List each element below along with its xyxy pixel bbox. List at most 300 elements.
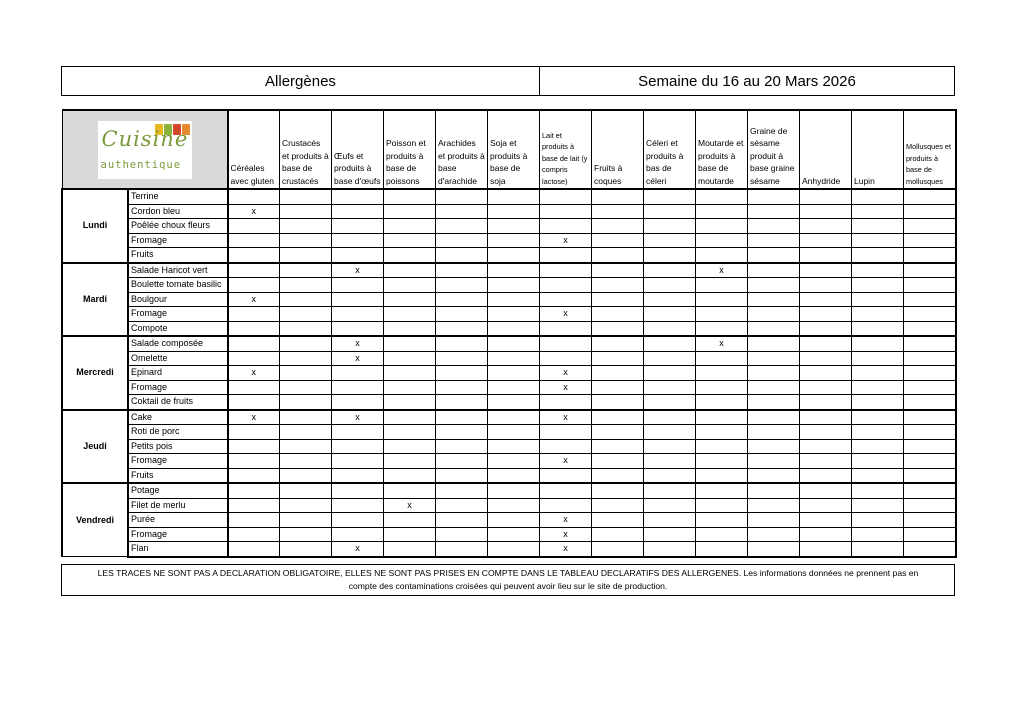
allergen-cell — [644, 483, 696, 498]
dish-name: Coktail de fruits — [128, 395, 228, 410]
allergen-cell — [904, 380, 956, 395]
allergen-cell — [800, 513, 852, 528]
column-header: Soja et produits à base de soja — [488, 110, 540, 189]
allergen-cell — [384, 219, 436, 234]
allergen-cell — [592, 351, 644, 366]
allergen-cell — [228, 263, 280, 278]
allergen-cell — [696, 542, 748, 557]
allergen-cell — [644, 425, 696, 440]
day-label: Mardi — [62, 263, 128, 337]
allergen-cell — [852, 219, 904, 234]
allergen-cell — [488, 468, 540, 483]
allergen-cell — [592, 527, 644, 542]
allergen-cell: x — [540, 410, 592, 425]
allergen-cell — [696, 425, 748, 440]
allergen-cell — [332, 189, 384, 204]
dish-name: Filet de merlu — [128, 498, 228, 513]
allergen-cell — [748, 219, 800, 234]
table-row — [62, 527, 956, 542]
allergen-cell: x — [228, 366, 280, 381]
dish-name: Salade composée — [128, 336, 228, 351]
allergen-cell — [748, 233, 800, 248]
allergen-cell — [748, 498, 800, 513]
table-row — [62, 307, 956, 322]
allergen-cell — [228, 189, 280, 204]
allergen-cell — [748, 189, 800, 204]
allergen-cell — [904, 189, 956, 204]
column-header: Œufs et produits à base d'œufs — [332, 110, 384, 189]
allergen-cell — [384, 307, 436, 322]
column-header: Moutarde et produits à base de moutarde — [696, 110, 748, 189]
dish-name: Fromage — [128, 307, 228, 322]
allergen-cell — [488, 395, 540, 410]
allergen-cell — [644, 542, 696, 557]
table-row — [62, 454, 956, 469]
allergen-cell — [592, 498, 644, 513]
allergen-cell — [644, 321, 696, 336]
column-header: Poisson et produits à base de poissons — [384, 110, 436, 189]
allergen-cell — [228, 542, 280, 557]
allergen-cell — [384, 278, 436, 293]
dish-name: Omelette — [128, 351, 228, 366]
allergen-cell — [384, 483, 436, 498]
allergen-cell — [592, 439, 644, 454]
allergen-cell — [852, 454, 904, 469]
allergen-cell — [384, 248, 436, 263]
allergen-cell — [228, 380, 280, 395]
allergen-cell — [332, 233, 384, 248]
allergen-cell — [748, 483, 800, 498]
allergen-cell: x — [228, 204, 280, 219]
allergen-cell — [540, 439, 592, 454]
allergen-cell — [592, 454, 644, 469]
allergen-cell — [332, 454, 384, 469]
dish-name: Epinard — [128, 366, 228, 381]
allergen-cell — [696, 513, 748, 528]
allergen-cell — [748, 454, 800, 469]
allergen-cell — [852, 336, 904, 351]
allergen-cell — [904, 513, 956, 528]
allergen-cell — [748, 439, 800, 454]
allergen-cell — [904, 351, 956, 366]
allergen-cell — [280, 292, 332, 307]
allergen-cell — [800, 425, 852, 440]
allergen-cell — [904, 263, 956, 278]
allergen-cell — [488, 542, 540, 557]
allergen-cell — [800, 468, 852, 483]
allergen-cell — [644, 527, 696, 542]
allergen-cell — [228, 233, 280, 248]
allergen-cell — [436, 321, 488, 336]
allergen-cell — [904, 527, 956, 542]
allergen-cell — [800, 321, 852, 336]
allergen-cell: x — [540, 366, 592, 381]
allergen-cell — [332, 366, 384, 381]
allergen-cell — [852, 278, 904, 293]
allergen-cell — [904, 410, 956, 425]
allergen-cell — [696, 468, 748, 483]
allergen-cell — [280, 307, 332, 322]
allergen-cell — [280, 278, 332, 293]
allergen-cell — [904, 233, 956, 248]
allergen-cell — [800, 542, 852, 557]
allergen-cell — [280, 248, 332, 263]
allergen-cell — [904, 204, 956, 219]
dish-name: Purée — [128, 513, 228, 528]
disclaimer-line-1: LES TRACES NE SONT PAS A DECLARATION OBLIGATOIRE, ELLES NE SONT PAS PRISES EN COMPTE DANS LE TABLEAU DECLARATIFS DES ALLERGENES. Les informations données ne prennent pas en — [97, 568, 919, 578]
allergen-cell — [384, 189, 436, 204]
allergen-cell — [384, 204, 436, 219]
table-row — [62, 189, 956, 204]
allergen-cell — [904, 542, 956, 557]
allergen-cell — [800, 233, 852, 248]
allergen-cell — [696, 189, 748, 204]
allergen-cell — [852, 307, 904, 322]
allergen-cell — [644, 307, 696, 322]
allergen-cell — [592, 513, 644, 528]
allergen-cell — [384, 292, 436, 307]
allergen-cell — [332, 292, 384, 307]
allergen-cell — [436, 189, 488, 204]
allergen-cell — [644, 410, 696, 425]
allergen-cell — [488, 233, 540, 248]
allergen-cell — [332, 307, 384, 322]
allergen-cell — [488, 351, 540, 366]
dish-name: Poêlée choux fleurs — [128, 219, 228, 234]
allergen-cell — [696, 483, 748, 498]
allergen-cell — [852, 439, 904, 454]
allergen-cell — [436, 468, 488, 483]
column-header: Céleri et produits à bas de céleri — [644, 110, 696, 189]
table-row — [62, 410, 956, 425]
allergen-cell — [904, 219, 956, 234]
table-row — [62, 219, 956, 234]
allergen-cell — [488, 321, 540, 336]
allergen-cell — [748, 321, 800, 336]
allergen-cell: x — [332, 351, 384, 366]
allergen-cell — [696, 395, 748, 410]
table-row — [62, 233, 956, 248]
allergen-cell — [644, 278, 696, 293]
allergen-cell — [332, 483, 384, 498]
allergen-cell — [852, 483, 904, 498]
allergen-cell — [280, 498, 332, 513]
table-row — [62, 321, 956, 336]
allergen-cell — [592, 336, 644, 351]
allergen-cell — [488, 483, 540, 498]
allergen-cell: x — [384, 498, 436, 513]
allergen-cell — [800, 336, 852, 351]
allergen-cell — [436, 307, 488, 322]
allergen-cell — [852, 233, 904, 248]
dish-name: Flan — [128, 542, 228, 557]
allergen-cell — [488, 219, 540, 234]
logo-sub-text: authentique — [100, 158, 182, 171]
allergen-cell — [436, 425, 488, 440]
allergen-cell — [592, 263, 644, 278]
allergen-cell — [644, 189, 696, 204]
dish-name: Salade Haricot vert — [128, 263, 228, 278]
allergen-cell — [748, 307, 800, 322]
allergen-cell — [800, 498, 852, 513]
allergen-cell — [800, 483, 852, 498]
column-header: Crustacés et produits à base de crustacés — [280, 110, 332, 189]
table-row — [62, 380, 956, 395]
allergen-cell — [280, 527, 332, 542]
allergen-cell — [592, 307, 644, 322]
allergen-cell — [644, 263, 696, 278]
dish-name: Boulgour — [128, 292, 228, 307]
dish-name: Cake — [128, 410, 228, 425]
logo-cell — [62, 110, 228, 189]
column-header: Graine de sésame produit à base graine sésame — [748, 110, 800, 189]
allergen-cell — [748, 410, 800, 425]
dish-name: Roti de porc — [128, 425, 228, 440]
allergen-cell — [332, 278, 384, 293]
allergen-cell — [696, 351, 748, 366]
allergen-cell — [436, 483, 488, 498]
table-row — [62, 366, 956, 381]
allergen-cell — [540, 248, 592, 263]
allergen-cell — [696, 204, 748, 219]
allergen-cell — [592, 425, 644, 440]
allergen-cell — [488, 454, 540, 469]
allergen-cell — [488, 366, 540, 381]
allergen-cell — [280, 321, 332, 336]
table-row — [62, 425, 956, 440]
allergen-cell — [280, 410, 332, 425]
allergen-cell — [332, 321, 384, 336]
allergen-cell — [800, 204, 852, 219]
allergen-cell — [904, 366, 956, 381]
allergen-cell — [904, 468, 956, 483]
allergen-cell — [904, 395, 956, 410]
allergen-cell — [436, 336, 488, 351]
allergen-cell — [384, 454, 436, 469]
allergen-cell — [748, 292, 800, 307]
dish-name: Fromage — [128, 527, 228, 542]
logo-script-text: Cuisine — [101, 126, 189, 151]
allergen-cell — [800, 219, 852, 234]
allergen-cell: x — [540, 233, 592, 248]
allergen-cell: x — [332, 542, 384, 557]
allergen-cell — [332, 439, 384, 454]
allergen-cell — [800, 395, 852, 410]
allergen-cell — [540, 483, 592, 498]
allergen-cell — [332, 527, 384, 542]
allergen-cell: x — [540, 527, 592, 542]
allergen-cell — [332, 395, 384, 410]
allergen-cell — [800, 366, 852, 381]
allergen-cell — [800, 454, 852, 469]
dish-name: Fromage — [128, 233, 228, 248]
allergen-cell — [852, 498, 904, 513]
allergen-cell — [384, 263, 436, 278]
allergen-cell — [748, 468, 800, 483]
dish-name: Potage — [128, 483, 228, 498]
allergen-cell — [228, 278, 280, 293]
allergen-cell — [228, 425, 280, 440]
allergen-cell — [540, 204, 592, 219]
allergen-cell — [228, 439, 280, 454]
allergen-cell — [228, 336, 280, 351]
allergen-cell — [436, 263, 488, 278]
allergen-cell — [800, 292, 852, 307]
allergen-cell — [436, 498, 488, 513]
allergen-cell: x — [332, 410, 384, 425]
allergen-cell — [592, 233, 644, 248]
allergen-cell — [592, 366, 644, 381]
allergen-cell — [540, 219, 592, 234]
allergen-cell — [384, 527, 436, 542]
allergen-cell — [280, 439, 332, 454]
dish-name: Cordon bleu — [128, 204, 228, 219]
allergen-cell — [540, 395, 592, 410]
allergen-cell — [748, 278, 800, 293]
column-header: Lait et produits à base de lait (y compris lactose) — [540, 110, 592, 189]
allergen-cell — [800, 527, 852, 542]
allergen-cell — [280, 513, 332, 528]
allergen-cell — [332, 468, 384, 483]
allergen-cell — [228, 351, 280, 366]
allergen-cell — [540, 425, 592, 440]
allergen-cell — [748, 395, 800, 410]
table-row — [62, 278, 956, 293]
dish-name: Terrine — [128, 189, 228, 204]
allergen-cell — [852, 366, 904, 381]
table-row — [62, 248, 956, 263]
allergen-cell — [852, 513, 904, 528]
allergen-cell — [228, 513, 280, 528]
allergen-cell — [228, 483, 280, 498]
allergen-cell — [488, 189, 540, 204]
allergens-title: Allergènes — [62, 67, 540, 95]
allergen-cell — [852, 425, 904, 440]
allergen-cell — [904, 321, 956, 336]
column-header: Anhydride — [800, 110, 852, 189]
allergen-cell — [852, 351, 904, 366]
allergen-cell — [696, 307, 748, 322]
allergen-cell — [800, 263, 852, 278]
allergen-cell — [644, 513, 696, 528]
allergen-cell — [488, 425, 540, 440]
allergen-cell — [644, 498, 696, 513]
allergen-cell — [852, 263, 904, 278]
allergen-cell — [540, 321, 592, 336]
dish-name: Compote — [128, 321, 228, 336]
table-row — [62, 439, 956, 454]
allergen-cell — [904, 439, 956, 454]
table-row — [62, 513, 956, 528]
allergen-cell — [852, 321, 904, 336]
allergen-cell — [800, 307, 852, 322]
allergen-cell — [644, 395, 696, 410]
dish-name: Fromage — [128, 380, 228, 395]
allergen-cell — [488, 439, 540, 454]
allergen-cell — [488, 278, 540, 293]
allergen-cell — [696, 454, 748, 469]
table-row — [62, 542, 956, 557]
allergen-cell — [436, 366, 488, 381]
allergen-cell — [228, 527, 280, 542]
table-header-row — [62, 110, 956, 189]
allergen-cell — [384, 336, 436, 351]
allergen-cell — [904, 425, 956, 440]
allergen-cell — [436, 219, 488, 234]
table-row — [62, 395, 956, 410]
allergen-cell — [904, 498, 956, 513]
allergen-table — [61, 109, 957, 558]
allergen-cell — [592, 278, 644, 293]
allergen-cell — [852, 410, 904, 425]
allergen-cell — [384, 425, 436, 440]
allergen-cell — [696, 439, 748, 454]
allergen-cell — [384, 366, 436, 381]
allergen-cell — [644, 219, 696, 234]
allergen-cell — [280, 189, 332, 204]
allergen-cell — [436, 513, 488, 528]
allergen-cell — [228, 498, 280, 513]
allergen-cell — [852, 395, 904, 410]
dish-name: Fruits — [128, 468, 228, 483]
allergen-cell — [696, 219, 748, 234]
allergen-cell — [436, 204, 488, 219]
dish-name: Boulette tomate basilic — [128, 278, 228, 293]
table-row — [62, 498, 956, 513]
allergen-cell — [436, 292, 488, 307]
allergen-cell — [488, 204, 540, 219]
allergen-cell — [436, 542, 488, 557]
allergen-cell: x — [540, 380, 592, 395]
allergen-cell — [904, 454, 956, 469]
allergen-cell — [384, 468, 436, 483]
allergen-cell — [748, 263, 800, 278]
allergen-cell — [592, 542, 644, 557]
allergen-cell — [592, 410, 644, 425]
allergen-cell — [800, 351, 852, 366]
allergen-cell — [540, 336, 592, 351]
allergen-cell — [384, 351, 436, 366]
allergen-cell — [644, 366, 696, 381]
allergen-cell — [592, 395, 644, 410]
allergen-cell — [696, 233, 748, 248]
allergen-cell — [748, 380, 800, 395]
allergen-cell — [644, 380, 696, 395]
dish-name: Petits pois — [128, 439, 228, 454]
allergen-cell — [748, 513, 800, 528]
allergen-cell — [644, 439, 696, 454]
allergen-cell — [852, 527, 904, 542]
allergen-cell — [540, 189, 592, 204]
allergen-cell — [280, 233, 332, 248]
allergen-cell — [644, 233, 696, 248]
allergen-cell: x — [540, 307, 592, 322]
allergen-cell — [436, 454, 488, 469]
allergen-cell — [228, 307, 280, 322]
allergen-cell — [436, 410, 488, 425]
day-label: Jeudi — [62, 410, 128, 484]
allergen-cell — [332, 513, 384, 528]
day-label: Lundi — [62, 189, 128, 263]
table-row — [62, 483, 956, 498]
allergen-cell — [436, 233, 488, 248]
table-row — [62, 292, 956, 307]
allergen-cell: x — [332, 263, 384, 278]
allergen-cell — [280, 263, 332, 278]
week-title: Semaine du 16 au 20 Mars 2026 — [638, 72, 856, 90]
allergen-cell — [384, 513, 436, 528]
allergen-cell — [904, 278, 956, 293]
